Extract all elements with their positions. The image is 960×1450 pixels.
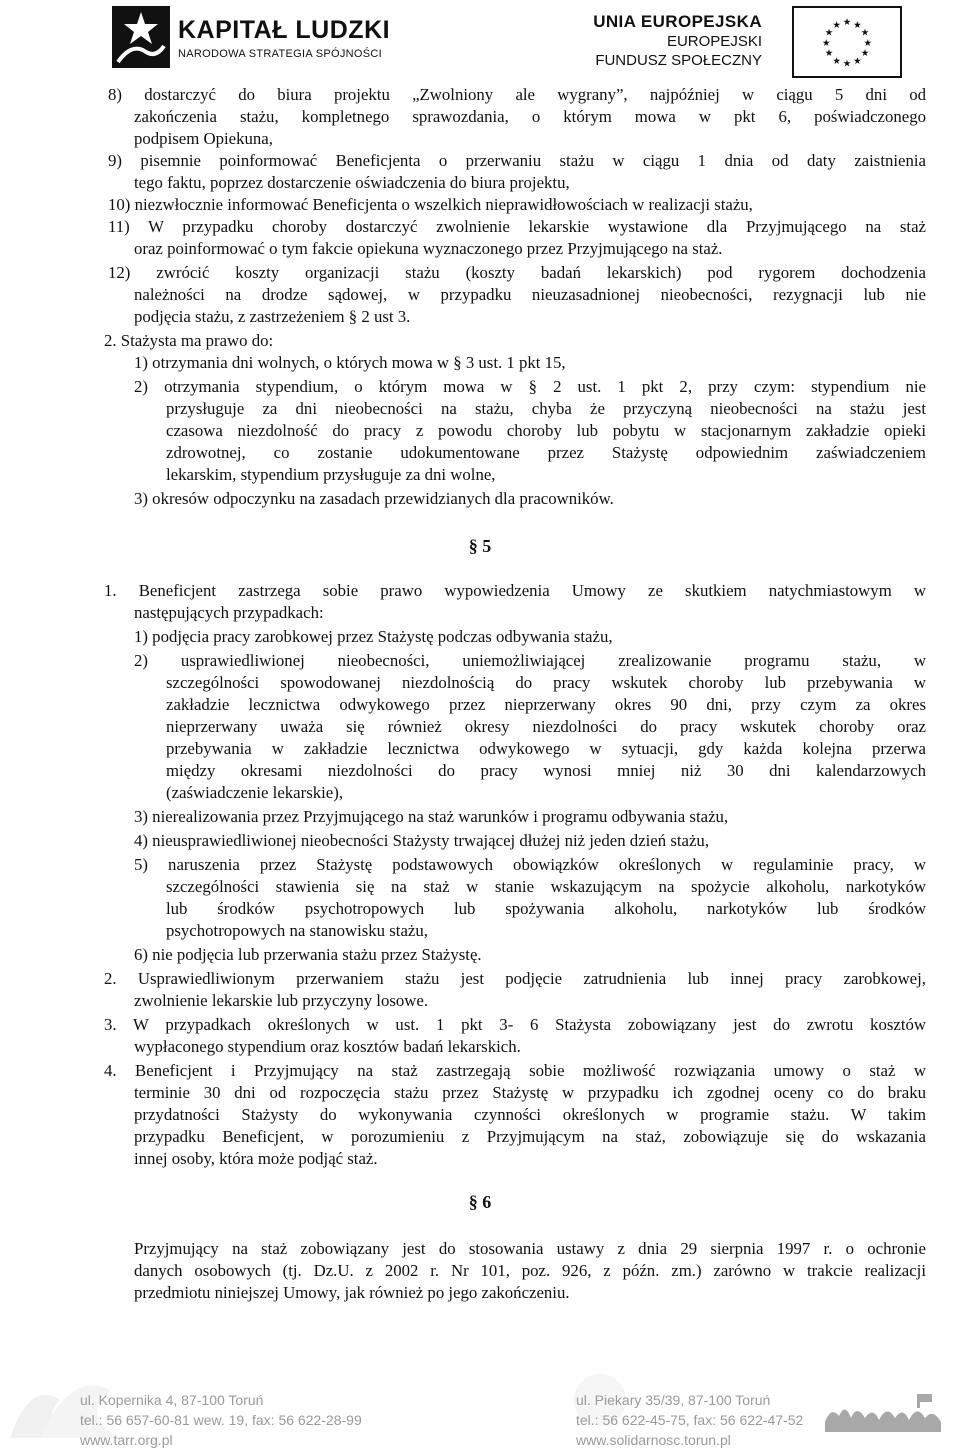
text-line: 4) nieusprawiedliwionej nieobecności Stażysty trwającej dłużej niż jeden dzień stażu, [134,831,710,850]
text-line: należności na drodze sądowej, w przypadku nieuzasadnionej nieobecności, rezygnacji lub nie [134,285,926,304]
text-line: 2. Usprawiedliwionym przerwaniem stażu jest podjęcie zatrudnienia lub innej pracy zarobkowej, [104,969,926,988]
text-line: 2) usprawiedliwionej nieobecności, uniemożliwiającej zrealizowanie programu stażu, w [134,651,926,670]
section-heading-6: § 6 [468,1192,492,1212]
text-line: nieprzerwany uważa się również okresy niezdolności do pracy wskutek choroby oraz [166,717,926,736]
eu-efs-logo [562,6,932,72]
text-line: 2. Stażysta ma prawo do: [104,331,274,350]
text-line: Przyjmujący na staż zobowiązany jest do stosowania ustawy z dnia 29 sierpnia 1997 r. o ochronie [134,1239,926,1258]
text-line: zwolnienie lekarskie lub przyczyny losowe. [134,991,429,1010]
footer-left-phone: tel.: 56 657-60-81 wew. 19, fax: 56 622-28-99 [80,1412,362,1428]
text-line: czasowa niezdolność do pracy z powodu choroby lub pobytu w stacjonarnym zakładzie opieki [166,421,926,440]
footer-right-web: www.solidarnosc.torun.pl [576,1432,731,1448]
text-line: zdrowotnej, co zostanie udokumentowane przez Stażystę odpowiednim zaświadczeniem [166,443,926,462]
eu-star-icon: ★ [832,20,841,31]
text-line: wypłaconego stypendium oraz kosztów badań lekarskich. [134,1037,521,1056]
text-line: 3. W przypadkach określonych w ust. 1 pkt 3- 6 Stażysta zobowiązany jest do zwrotu kosztów [104,1015,926,1034]
eu-star-icon: ★ [842,59,852,70]
kapital-ludzki-emblem-icon [112,6,170,68]
eu-star-icon: ★ [853,56,862,67]
text-line: 1) otrzymania dni wolnych, o których mowa w § 3 ust. 1 pkt 15, [134,353,566,372]
footer-left-web: www.tarr.org.pl [80,1432,173,1448]
eu-star-icon: ★ [824,49,834,60]
eu-flag-icon [792,6,902,78]
text-line: psychotropowych na stanowisku stażu, [166,921,428,940]
text-line: 12) zwrócić koszty organizacji stażu (koszty badań lekarskich) pod rygorem dochodzenia [108,263,926,282]
text-line: przebywania w zakładzie lecznictwa odwykowego w sytuacji, gdy każda kolejna przerwa [166,739,926,758]
kapital-ludzki-logo [112,6,391,70]
footer-left-contact [80,1390,362,1450]
text-line: 3) nierealizowania przez Przyjmującego na staż warunków i programu odbywania stażu, [134,807,729,826]
text-line: 9) pisemnie poinformować Beneficjenta o przerwaniu stażu w ciągu 1 dnia od daty zaistnienia [108,151,926,170]
section-heading-5: § 5 [468,536,492,556]
eu-logo-line1: UNIA EUROPEJSKA [593,12,762,31]
text-line: tego faktu, poprzez dostarczenie oświadczenia do biura projektu, [134,173,570,192]
text-line: między okresami niezdolności do pracy wynosi mniej niż 30 dni kalendarzowych [166,761,926,780]
text-line: 8) dostarczyć do biura projektu „Zwolniony ale wygrany”, najpóźniej w ciągu 5 dni od [108,85,926,104]
text-line: 11) W przypadku choroby dostarczyć zwolnienie lekarskie wystawione dla Przyjmującego na staż [108,217,926,236]
text-line: podjęcia stażu, z zastrzeżeniem § 2 ust 3. [134,307,411,326]
eu-star-icon: ★ [860,28,870,39]
text-line: lekarskim, stypendium przysługuje za dni wolne, [166,465,496,484]
text-line: przydatności Stażysty do wykonywania czynności określonych w programie stażu. W takim [134,1105,926,1124]
text-line: szczególności spowodowanej niezdolnością do pracy wskutek choroby lub przebywania w [166,673,926,692]
text-line: 10) niezwłocznie informować Beneficjenta o wszelkich nieprawidłowościach w realizacji stażu, [108,195,753,214]
kapital-ludzki-subtitle: NARODOWA STRATEGIA SPÓJNOŚCI [178,48,382,60]
eu-star-icon: ★ [853,20,862,31]
text-line: podpisem Opiekuna, [134,129,273,148]
footer-left-address: ul. Kopernika 4, 87-100 Toruń [80,1392,264,1408]
page-header [0,0,960,80]
footer-right-address: ul. Piekary 35/39, 87-100 Toruń [576,1392,771,1408]
text-line: 4. Beneficjent i Przyjmujący na staż zastrzegają sobie możliwość rozwiązania umowy o staż w [104,1061,926,1080]
text-line: 5) naruszenia przez Stażystę podstawowych obowiązków określonych w regulaminie pracy, w [134,855,926,874]
text-line: (zaświadczenie lekarskie), [166,783,344,802]
solidarnosc-logo-icon [821,1392,946,1434]
text-line: 3) okresów odpoczynku na zasadach przewidzianych dla pracowników. [134,489,614,508]
text-line: przypadku Beneficjent, w porozumieniu z Przyjmującym na staż, zobowiązuje się do wskazania [134,1127,926,1146]
text-line: terminie 30 dni od rozpoczęcia stażu przez Stażystę w przypadku ich zgodnej oceny co do braku [134,1083,926,1102]
text-line: 1. Beneficjent zastrzega sobie prawo wypowiedzenia Umowy ze skutkiem natychmiastowym w [104,581,926,600]
text-line: szczególności stawienia się na staż w stanie wskazującym na spożycie alkoholu, narkotyków [166,877,926,896]
text-line: 2) otrzymania stypendium, o którym mowa w § 2 ust. 1 pkt 2, przy czym: stypendium nie [134,377,926,396]
eu-star-icon: ★ [821,38,831,49]
text-line: 1) podjęcia pracy zarobkowej przez Stażystę podczas odbywania stażu, [134,627,613,646]
text-line: oraz poinformować o tym fakcie opiekuna wyznaczonego przez Przyjmującego na staż. [134,239,723,258]
eu-star-icon: ★ [842,18,852,29]
eu-star-icon: ★ [824,28,834,39]
text-line: innej osoby, która może podjąć staż. [134,1149,378,1168]
text-line: przysługuje za dni nieobecności na stażu, chyba że przyczyną nieobecności na stażu jest [166,399,926,418]
kapital-ludzki-title: KAPITAŁ LUDZKI [178,16,391,44]
eu-logo-text [593,12,762,70]
text-line: 6) nie podjęcia lub przerwania stażu przez Stażystę. [134,945,482,964]
eu-logo-line2: EUROPEJSKI [666,33,762,50]
footer-right-contact [576,1390,803,1450]
text-line: danych osobowych (tj. Dz.U. z 2002 r. Nr 101, poz. 926, z późn. zm.) zarówno w trakcie realizacji [134,1261,926,1280]
eu-logo-line3: FUNDUSZ SPOŁECZNY [595,52,762,69]
eu-star-icon: ★ [832,56,841,67]
eu-star-icon: ★ [863,38,873,49]
text-line: przedmiotu niniejszej Umowy, jak również po jego zakończeniu. [134,1283,570,1302]
eu-star-icon: ★ [860,49,870,60]
footer-right-phone: tel.: 56 622-45-75, fax: 56 622-47-52 [576,1412,804,1428]
text-line: następujących przypadkach: [134,603,324,622]
text-line: zakładzie lecznictwa odwykowego przez nieprzerwany okres 90 dni, przy czym za okres [166,695,926,714]
text-line: zakończenia stażu, kompletnego sprawozdania, o którym mowa w pkt 6, poświadczonego [134,107,926,126]
text-line: lub środków psychotropowych lub spożywania alkoholu, narkotyków lub środków [166,899,926,918]
